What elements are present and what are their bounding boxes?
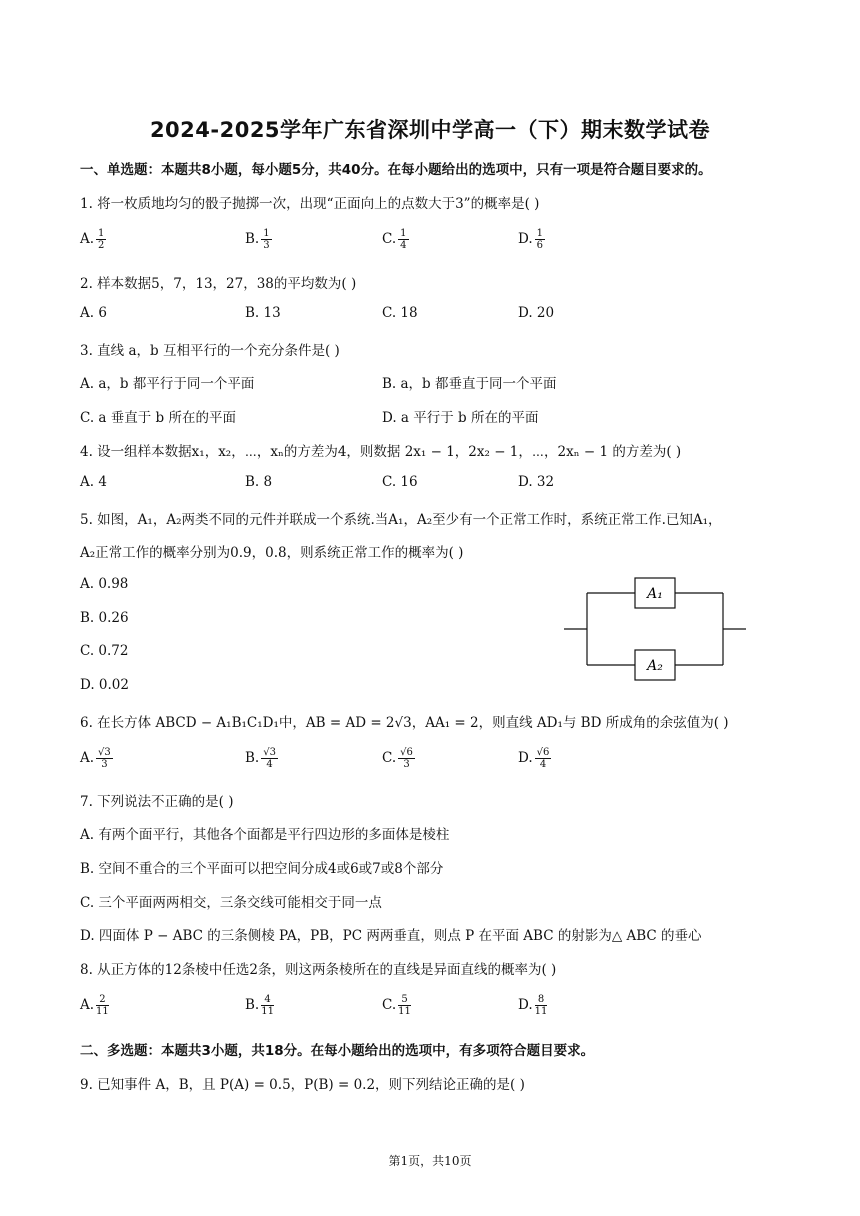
- question-9-stem: 9. 已知事件 A，B，且 P(A) = 0.5，P(B) = 0.2，则下列结论正确的是( ): [80, 1077, 525, 1093]
- question-3-option-b: B. a，b 都垂直于同一个平面: [382, 376, 557, 392]
- numerator: 2: [96, 994, 109, 1006]
- fraction: [535, 747, 552, 770]
- numerator: 1: [400, 228, 407, 239]
- question-6-option-d: [518, 747, 551, 770]
- question-7-option-d: D. 四面体 P − ABC 的三条侧棱 PA，PB，PC 两两垂直，则点 P 在平面 ABC 的射影为△ ABC 的垂心: [80, 928, 702, 944]
- fraction: [261, 228, 271, 251]
- question-7-option-c: C. 三个平面两两相交，三条交线可能相交于同一点: [80, 895, 382, 911]
- page-title: 2024-2025学年广东省深圳中学高一（下）期末数学试卷: [149, 118, 711, 142]
- question-3-option-c: C. a 垂直于 b 所在的平面: [80, 410, 236, 426]
- question-2-option-d: D. 20: [518, 305, 555, 321]
- question-2-option-b: B. 13: [245, 305, 281, 321]
- question-1-option-d: [518, 228, 545, 251]
- fraction: [96, 228, 106, 251]
- option-label: C.: [382, 750, 397, 766]
- option-label: D.: [518, 231, 533, 247]
- fraction: [398, 994, 411, 1017]
- question-1-stem: 1. 将一枚质地均匀的骰子抛掷一次，出现“正面向上的点数大于3”的概率是( ): [80, 196, 540, 212]
- question-4-option-d: D. 32: [518, 474, 555, 490]
- question-2-stem: 2. 样本数据5，7，13，27，38的平均数为( ): [80, 276, 357, 292]
- question-1-option-c: [382, 228, 409, 251]
- question-1-option-b: [245, 228, 272, 251]
- denominator: 4: [539, 759, 547, 770]
- question-8-option-b: [245, 994, 274, 1017]
- question-4-stem: 4. 设一组样本数据x₁，x₂，⋯，xₙ的方差为4，则数据 2x₁ − 1，2x₂ − 1，⋯，2xₙ − 1 的方差为( ): [80, 444, 682, 460]
- denominator: 11: [398, 1006, 411, 1017]
- denominator: 11: [534, 1006, 548, 1017]
- question-8-option-d: [518, 994, 547, 1017]
- question-5-option-b: B. 0.26: [80, 610, 129, 626]
- fraction: [535, 994, 548, 1017]
- question-8-option-a: [80, 994, 109, 1017]
- question-5-option-d: D. 0.02: [80, 677, 129, 693]
- question-2-option-c: C. 18: [382, 305, 418, 321]
- question-1-option-a: [80, 228, 106, 251]
- question-7-stem: 7. 下列说法不正确的是( ): [80, 794, 234, 810]
- numerator: 8: [535, 994, 548, 1006]
- component-a2-label: A₂: [647, 658, 663, 674]
- fraction: [535, 228, 545, 251]
- page-footer: 第1页，共10页: [388, 1154, 472, 1168]
- question-7-option-a: A. 有两个面平行，其他各个面都是平行四边形的多面体是棱柱: [80, 827, 450, 843]
- denominator: 3: [263, 240, 270, 251]
- fraction: [398, 228, 408, 251]
- parallel-circuit-diagram: [560, 570, 750, 690]
- fraction: [96, 747, 113, 770]
- fraction: [96, 994, 109, 1017]
- question-8-stem: 8. 从正方体的12条棱中任选2条，则这两条棱所在的直线是异面直线的概率为( ): [80, 962, 557, 978]
- denominator: 2: [98, 240, 105, 251]
- option-label: B.: [245, 750, 260, 766]
- denominator: 11: [96, 1006, 109, 1017]
- question-6-stem: 6. 在长方体 ABCD − A₁B₁C₁D₁中，AB = AD = 2√3，AA₁ = 2，则直线 AD₁与 BD 所成角的余弦值为( ): [80, 715, 729, 731]
- option-label: A.: [80, 231, 95, 247]
- option-label: A.: [80, 750, 95, 766]
- question-5-stem-line-2: A₂正常工作的概率分别为0.9，0.8，则系统正常工作的概率为( ): [80, 545, 464, 561]
- numerator: √6: [536, 747, 550, 758]
- denominator: 3: [403, 759, 410, 770]
- question-8-option-c: [382, 994, 411, 1017]
- option-label: C.: [382, 231, 397, 247]
- numerator: √3: [98, 747, 111, 758]
- question-2-option-a: A. 6: [80, 305, 107, 321]
- fraction: [398, 747, 415, 770]
- option-label: B.: [245, 997, 260, 1013]
- numerator: 1: [98, 228, 105, 239]
- question-6-option-b: [245, 747, 278, 770]
- option-label: B.: [245, 231, 260, 247]
- section-heading-single-choice: 一、单选题：本题共8小题，每小题5分，共40分。在每小题给出的选项中，只有一项是符合题目要求的。: [80, 162, 712, 178]
- question-5-option-c: C. 0.72: [80, 643, 129, 659]
- numerator: √3: [263, 747, 276, 758]
- question-4-option-c: C. 16: [382, 474, 418, 490]
- numerator: √6: [400, 747, 413, 758]
- question-4-option-b: B. 8: [245, 474, 273, 490]
- numerator: 1: [263, 228, 270, 239]
- denominator: 11: [261, 1006, 274, 1017]
- option-label: D.: [518, 997, 533, 1013]
- fraction: [261, 994, 274, 1017]
- option-label: D.: [518, 750, 533, 766]
- question-7-option-b: B. 空间不重合的三个平面可以把空间分成4或6或7或8个部分: [80, 861, 444, 877]
- question-3-option-a: A. a，b 都平行于同一个平面: [80, 376, 255, 392]
- denominator: 4: [266, 759, 273, 770]
- question-3-stem: 3. 直线 a，b 互相平行的一个充分条件是( ): [80, 343, 340, 359]
- question-5-stem-line-1: 5. 如图，A₁，A₂两类不同的元件并联成一个系统.当A₁，A₂至少有一个正常工作时，系统正常工作.已知A₁，: [80, 512, 722, 528]
- numerator: 4: [261, 994, 274, 1006]
- section-heading-multiple-choice: 二、多选题：本题共3小题，共18分。在每小题给出的选项中，有多项符合题目要求。: [80, 1043, 595, 1059]
- question-5-option-a: A. 0.98: [80, 576, 129, 592]
- denominator: 4: [400, 240, 407, 251]
- numerator: 5: [398, 994, 411, 1006]
- question-6-option-a: [80, 747, 113, 770]
- numerator: 1: [536, 228, 544, 239]
- question-4-option-a: A. 4: [80, 474, 107, 490]
- denominator: 6: [536, 240, 544, 251]
- component-a1-label: A₁: [647, 586, 663, 602]
- option-label: A.: [80, 997, 95, 1013]
- question-6-option-c: [382, 747, 415, 770]
- fraction: [261, 747, 278, 770]
- denominator: 3: [101, 759, 108, 770]
- option-label: C.: [382, 997, 397, 1013]
- question-3-option-d: D. a 平行于 b 所在的平面: [382, 410, 539, 426]
